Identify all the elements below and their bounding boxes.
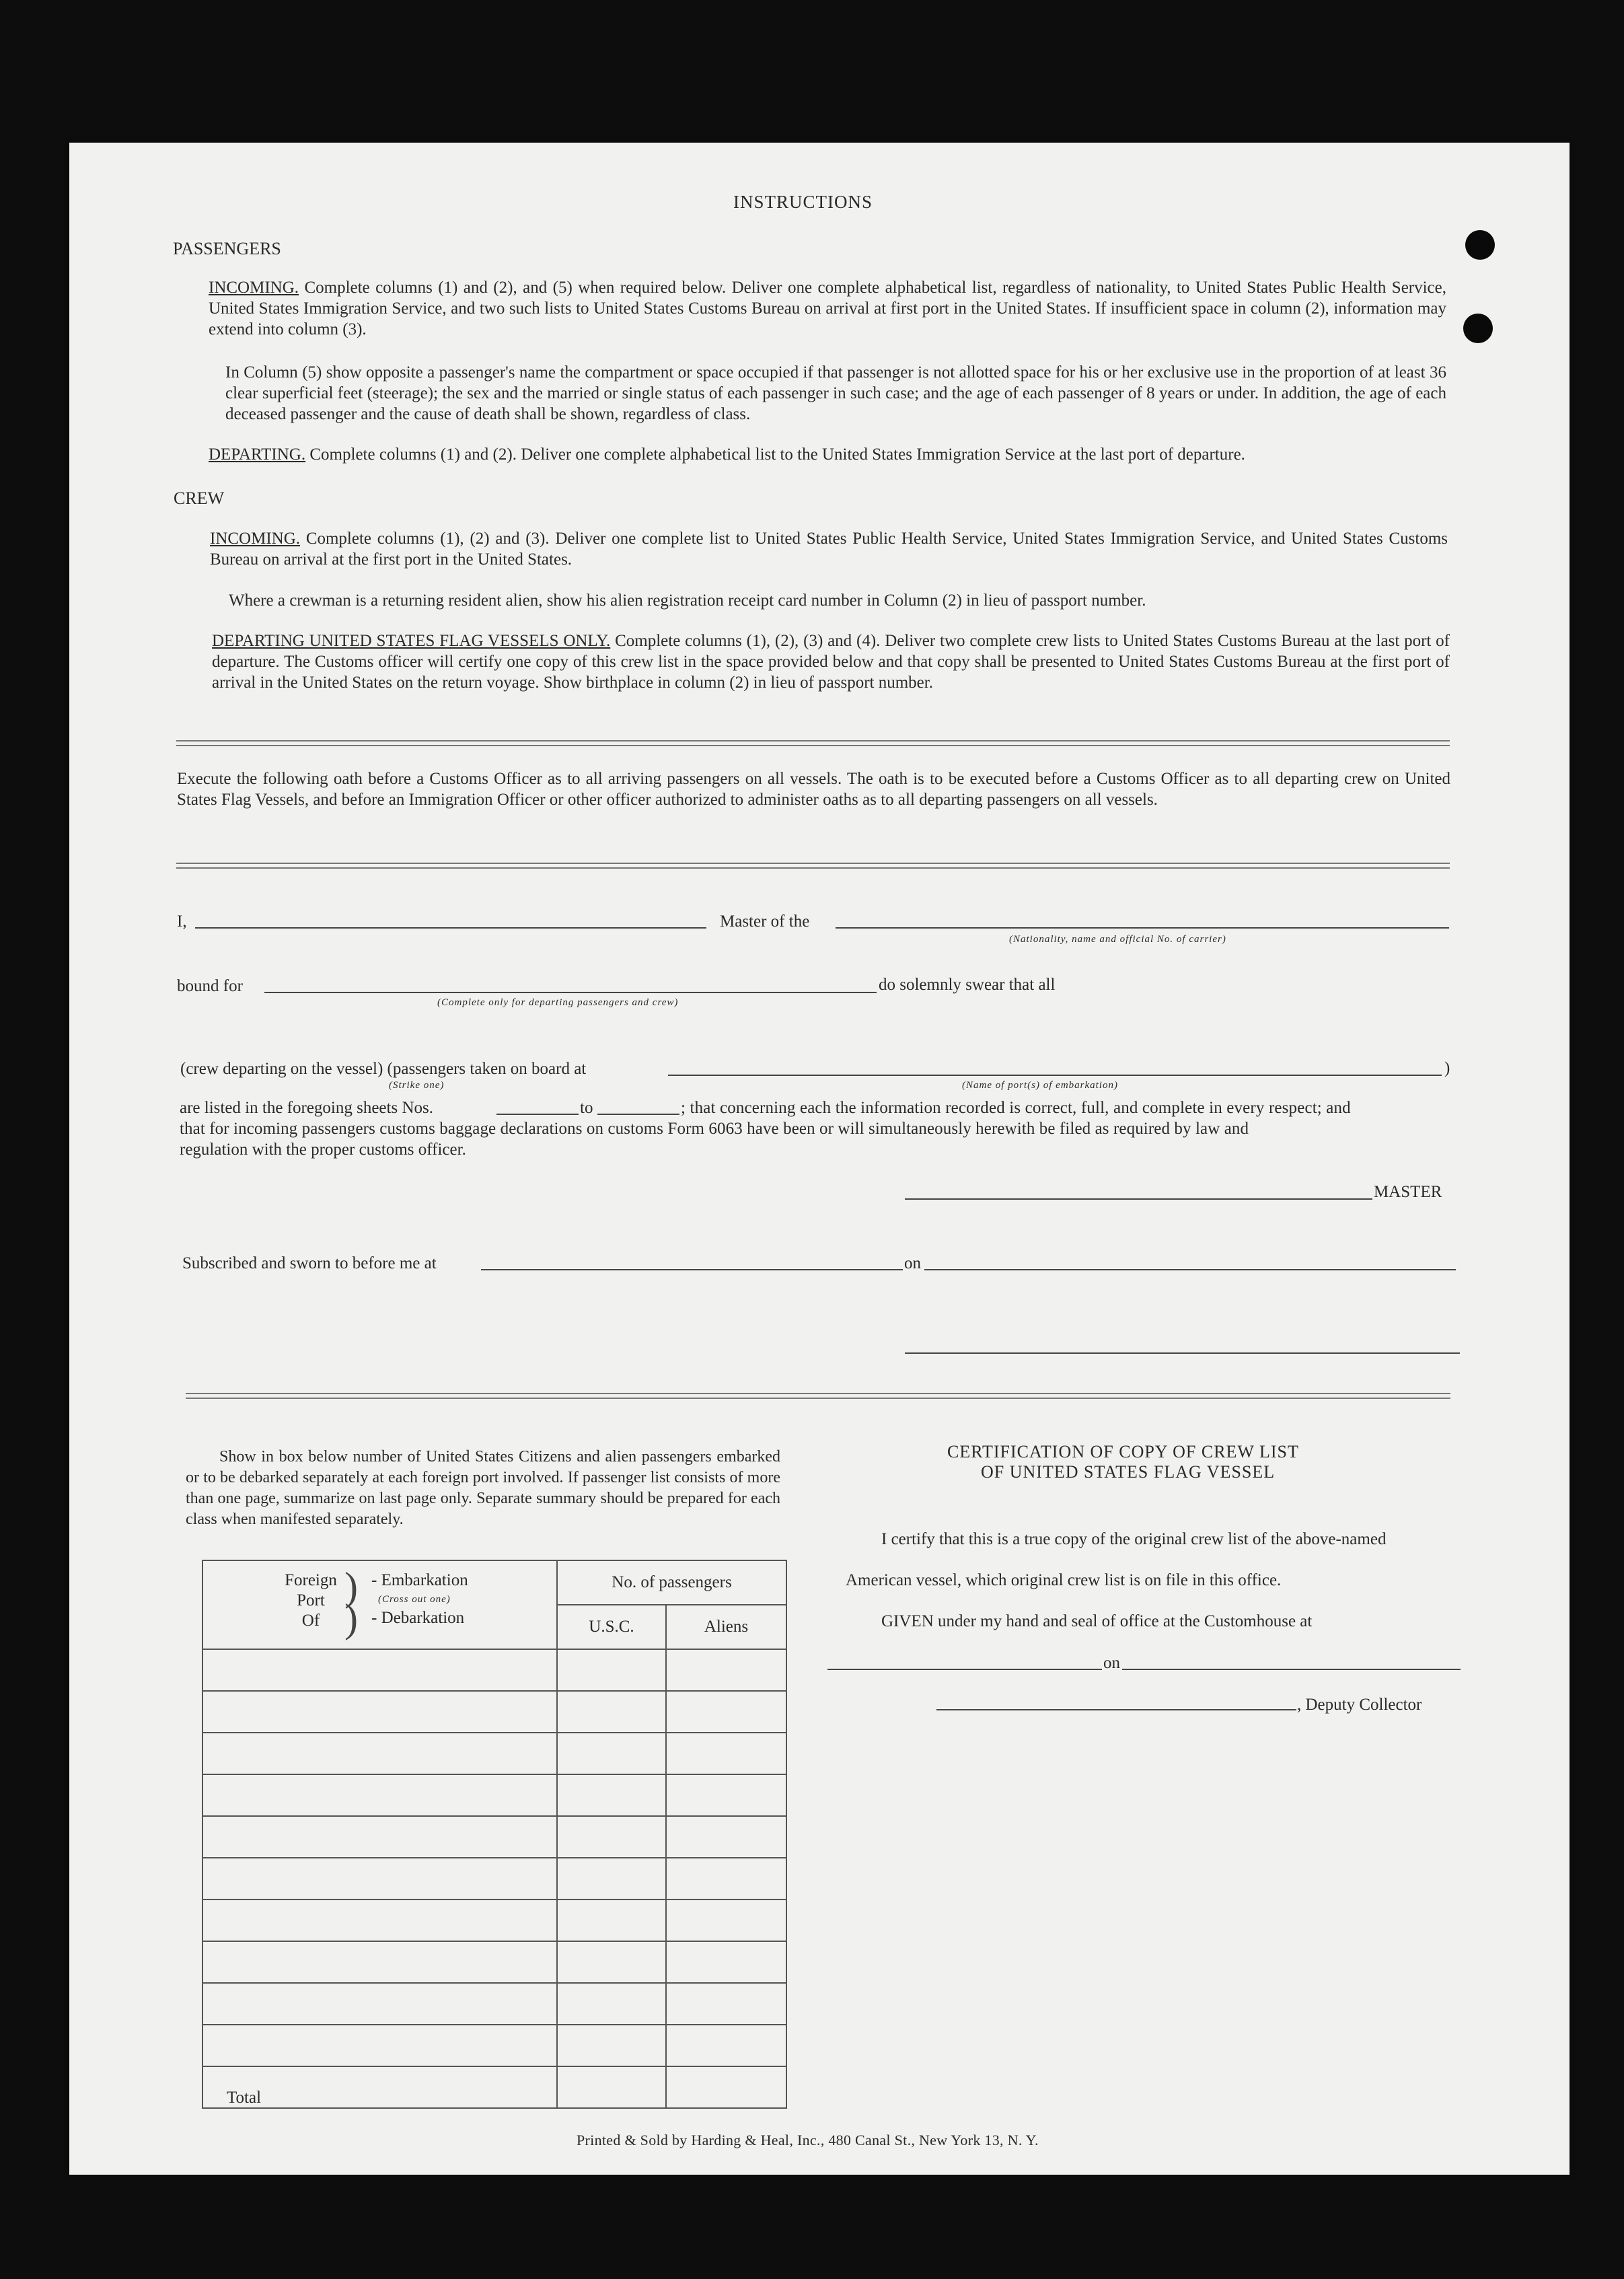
punch-hole-bottom (1463, 314, 1493, 343)
summary-row (202, 1941, 786, 1983)
bracket: ) (344, 1596, 358, 1640)
passengers-column5-paragraph: In Column (5) show opposite a passenger's name the compartment or space occupied if that passenger is not allotted space for his or her exclusive use in the proportion of at least 36 clear superficial feet (steerage); the sex and the married or single status of each passenger in such case; and the age of each passenger of 8 years or under. In addition, the age of each deceased passenger and the cause of death shall be shown, regardless of class. (225, 363, 1446, 423)
divider-1 (176, 740, 1450, 746)
port-cell[interactable] (202, 1858, 557, 1900)
summary-row (202, 1983, 786, 2025)
certification-heading-1: CERTIFICATION OF COPY OF CREW LIST (947, 1442, 1299, 1461)
debarkation-option[interactable]: - Debarkation (371, 1609, 465, 1627)
foreign-port-header (202, 1560, 557, 1649)
aliens-header: Aliens (666, 1605, 786, 1649)
passengers-incoming-text: Complete columns (1) and (2), and (5) when required below. Deliver one complete alphabetical list, regardless of nationality, to United States Public Health Service, United States Immigration Service, and two such lists to United States Customs Bureau on arrival at first port in the United States. If insufficient space in column (2), information may extend into column (3). (209, 279, 1447, 338)
port-of-embarkation-field[interactable] (668, 1075, 1442, 1076)
summary-row (202, 1900, 786, 1941)
total-row-label (202, 2066, 557, 2108)
bound-for-label: bound for (177, 977, 243, 995)
printer-footer: Printed & Sold by Harding & Heal, Inc., 480 Canal St., New York 13, N. Y. (577, 2132, 1039, 2148)
crew-heading: CREW (174, 489, 225, 508)
aliens-cell[interactable] (666, 2025, 786, 2066)
customhouse-field[interactable] (827, 1669, 1102, 1670)
usc-header: U.S.C. (557, 1605, 666, 1649)
divider-2 (176, 863, 1450, 869)
crew-incoming-paragraph (210, 528, 1448, 570)
port-cell[interactable] (202, 1774, 557, 1816)
port-cell[interactable] (202, 1733, 557, 1774)
aliens-cell[interactable] (666, 1774, 786, 1816)
total-label: Total (227, 2089, 262, 2107)
master-of-the-label: Master of the (720, 912, 810, 931)
passengers-heading: PASSENGERS (173, 239, 281, 258)
deputy-collector-label: , Deputy Collector (1297, 1696, 1422, 1714)
cross-out-caption: (Cross out one) (378, 1594, 451, 1605)
crew-incoming-label: INCOMING. (210, 530, 301, 548)
total-usc-cell[interactable] (557, 2066, 666, 2108)
usc-cell[interactable] (557, 2025, 666, 2066)
port-cell[interactable] (202, 1816, 557, 1858)
summary-row (202, 1649, 786, 1691)
crew-departing-label: DEPARTING UNITED STATES FLAG VESSELS ONLY. (212, 632, 611, 650)
sheet-from-field[interactable] (496, 1114, 579, 1115)
certification-on-label: on (1103, 1654, 1120, 1672)
officer-signature-field[interactable] (905, 1352, 1460, 1354)
summary-row (202, 1733, 786, 1774)
listed-text-3: regulation with the proper customs officer. (180, 1141, 466, 1159)
aliens-cell[interactable] (666, 1858, 786, 1900)
swear-label: do solemnly swear that all (879, 976, 1056, 994)
ports-caption: (Name of port(s) of embarkation) (962, 1080, 1118, 1091)
crew-returning-paragraph: Where a crewman is a returning resident alien, show his alien registration receipt card number in Column (2) in lieu of passport number. (229, 591, 1146, 610)
usc-cell[interactable] (557, 1858, 666, 1900)
usc-cell[interactable] (557, 1649, 666, 1691)
usc-cell[interactable] (557, 1900, 666, 1941)
subscribed-label: Subscribed and sworn to before me at (182, 1254, 437, 1272)
port-cell[interactable] (202, 2025, 557, 2066)
embarkation-option[interactable]: - Embarkation (371, 1571, 468, 1589)
passengers-departing-text: Complete columns (1) and (2). Deliver one complete alphabetical list to the United States Immigration Service at the last port of departure. (309, 445, 1245, 464)
summary-row (202, 1858, 786, 1900)
summary-intro-paragraph: Show in box below number of United States Citizens and alien passengers embarked or to be debarked separately at each foreign port involved. If passenger list consists of more than one page, summarize on last page only. Separate summary should be prepared for each class when manifested separately. (186, 1448, 780, 1528)
punch-hole-top (1465, 230, 1495, 260)
aliens-cell[interactable] (666, 1900, 786, 1941)
passengers-incoming-label: INCOMING. (209, 279, 299, 297)
bracket: ) (344, 1564, 358, 1609)
passengers-departing-paragraph (209, 444, 1446, 465)
crew-departing-paragraph (212, 630, 1450, 693)
passenger-summary-table (202, 1560, 787, 2109)
summary-row (202, 1816, 786, 1858)
sworn-on-label: on (904, 1254, 921, 1272)
summary-row (202, 1691, 786, 1733)
sworn-at-field[interactable] (481, 1269, 903, 1270)
page-title: INSTRUCTIONS (733, 192, 873, 212)
aliens-cell[interactable] (666, 1816, 786, 1858)
close-paren: ) (1444, 1059, 1450, 1077)
listed-sheets-label: are listed in the foregoing sheets Nos. (180, 1099, 433, 1117)
usc-cell[interactable] (557, 1733, 666, 1774)
master-signature-field[interactable] (905, 1198, 1372, 1200)
certify-text-1: I certify that this is a true copy of the original crew list of the above-named (881, 1530, 1387, 1548)
of-label: Of (301, 1612, 320, 1630)
aliens-cell[interactable] (666, 1941, 786, 1983)
bound-for-field[interactable] (264, 992, 877, 993)
listed-text-1: ; that concerning each the information recorded is correct, full, and complete in every respect; and (681, 1099, 1351, 1117)
certification-heading-2: OF UNITED STATES FLAG VESSEL (981, 1462, 1276, 1482)
listed-to-label: to (580, 1099, 593, 1117)
usc-cell[interactable] (557, 1983, 666, 2025)
port-cell[interactable] (202, 1983, 557, 2025)
aliens-cell[interactable] (666, 1649, 786, 1691)
port-cell[interactable] (202, 1941, 557, 1983)
foreign-label: Foreign (285, 1571, 337, 1589)
passengers-incoming-paragraph (209, 277, 1446, 340)
master-label: MASTER (1374, 1183, 1442, 1201)
port-cell[interactable] (202, 1691, 557, 1733)
usc-cell[interactable] (557, 1816, 666, 1858)
port-label: Port (297, 1591, 325, 1609)
carrier-field[interactable] (836, 927, 1449, 929)
summary-row (202, 2025, 786, 2066)
usc-cell[interactable] (557, 1691, 666, 1733)
oath-i-label: I, (177, 912, 187, 931)
sheet-to-field[interactable] (597, 1114, 679, 1115)
total-aliens-cell[interactable] (666, 2066, 786, 2108)
nationality-caption: (Nationality, name and official No. of carrier) (1009, 934, 1226, 945)
complete-only-caption: (Complete only for departing passengers and crew) (437, 997, 679, 1008)
no-passengers-header: No. of passengers (557, 1560, 786, 1605)
crew-incoming-text: Complete columns (1), (2) and (3). Deliver one complete list to United States Public Health Service, United States Immigration Service, and United States Customs Bureau on arrival at the first port in the United States. (210, 530, 1448, 569)
aliens-cell[interactable] (666, 1983, 786, 2025)
port-cell[interactable] (202, 1900, 557, 1941)
given-text: GIVEN under my hand and seal of office at the Customhouse at (881, 1612, 1313, 1630)
aliens-cell[interactable] (666, 1733, 786, 1774)
sworn-on-field[interactable] (924, 1269, 1456, 1270)
listed-text-2: that for incoming passengers customs baggage declarations on customs Form 6063 have been or will simultaneously herewith be filed as required by law and (180, 1120, 1249, 1138)
master-name-field[interactable] (195, 927, 706, 929)
usc-cell[interactable] (557, 1941, 666, 1983)
strike-one-caption: (Strike one) (389, 1080, 445, 1091)
certification-date-field[interactable] (1122, 1669, 1461, 1670)
crew-departing-text: Complete columns (1), (2), (3) and (4). Deliver two complete crew lists to United States Customs Bureau at the last port of departure. The Customs officer will certify one copy of this crew list in the space provided below and that copy shall be presented to United States Customs Bureau at the first port of arrival in the United States on the return voyage. Show birthplace in column (2) in lieu of passport number. (212, 632, 1450, 692)
summary-row (202, 1774, 786, 1816)
divider-3 (186, 1393, 1450, 1399)
passengers-departing-label: DEPARTING. (209, 445, 306, 464)
port-cell[interactable] (202, 1649, 557, 1691)
oath-intro-paragraph: Execute the following oath before a Customs Officer as to all arriving passengers on all vessels. The oath is to be executed before a Customs Officer as to all departing crew on United States Flag Vessels, and before an Immigration Officer or other officer authorized to administer oaths as to all departing passengers on all vessels. (177, 770, 1450, 809)
crew-departing-label: (crew departing on the vessel) (passengers taken on board at (180, 1060, 587, 1078)
usc-cell[interactable] (557, 1774, 666, 1816)
certify-text-2: American vessel, which original crew list is on file in this office. (846, 1571, 1282, 1589)
aliens-cell[interactable] (666, 1691, 786, 1733)
deputy-collector-signature[interactable] (936, 1709, 1296, 1710)
